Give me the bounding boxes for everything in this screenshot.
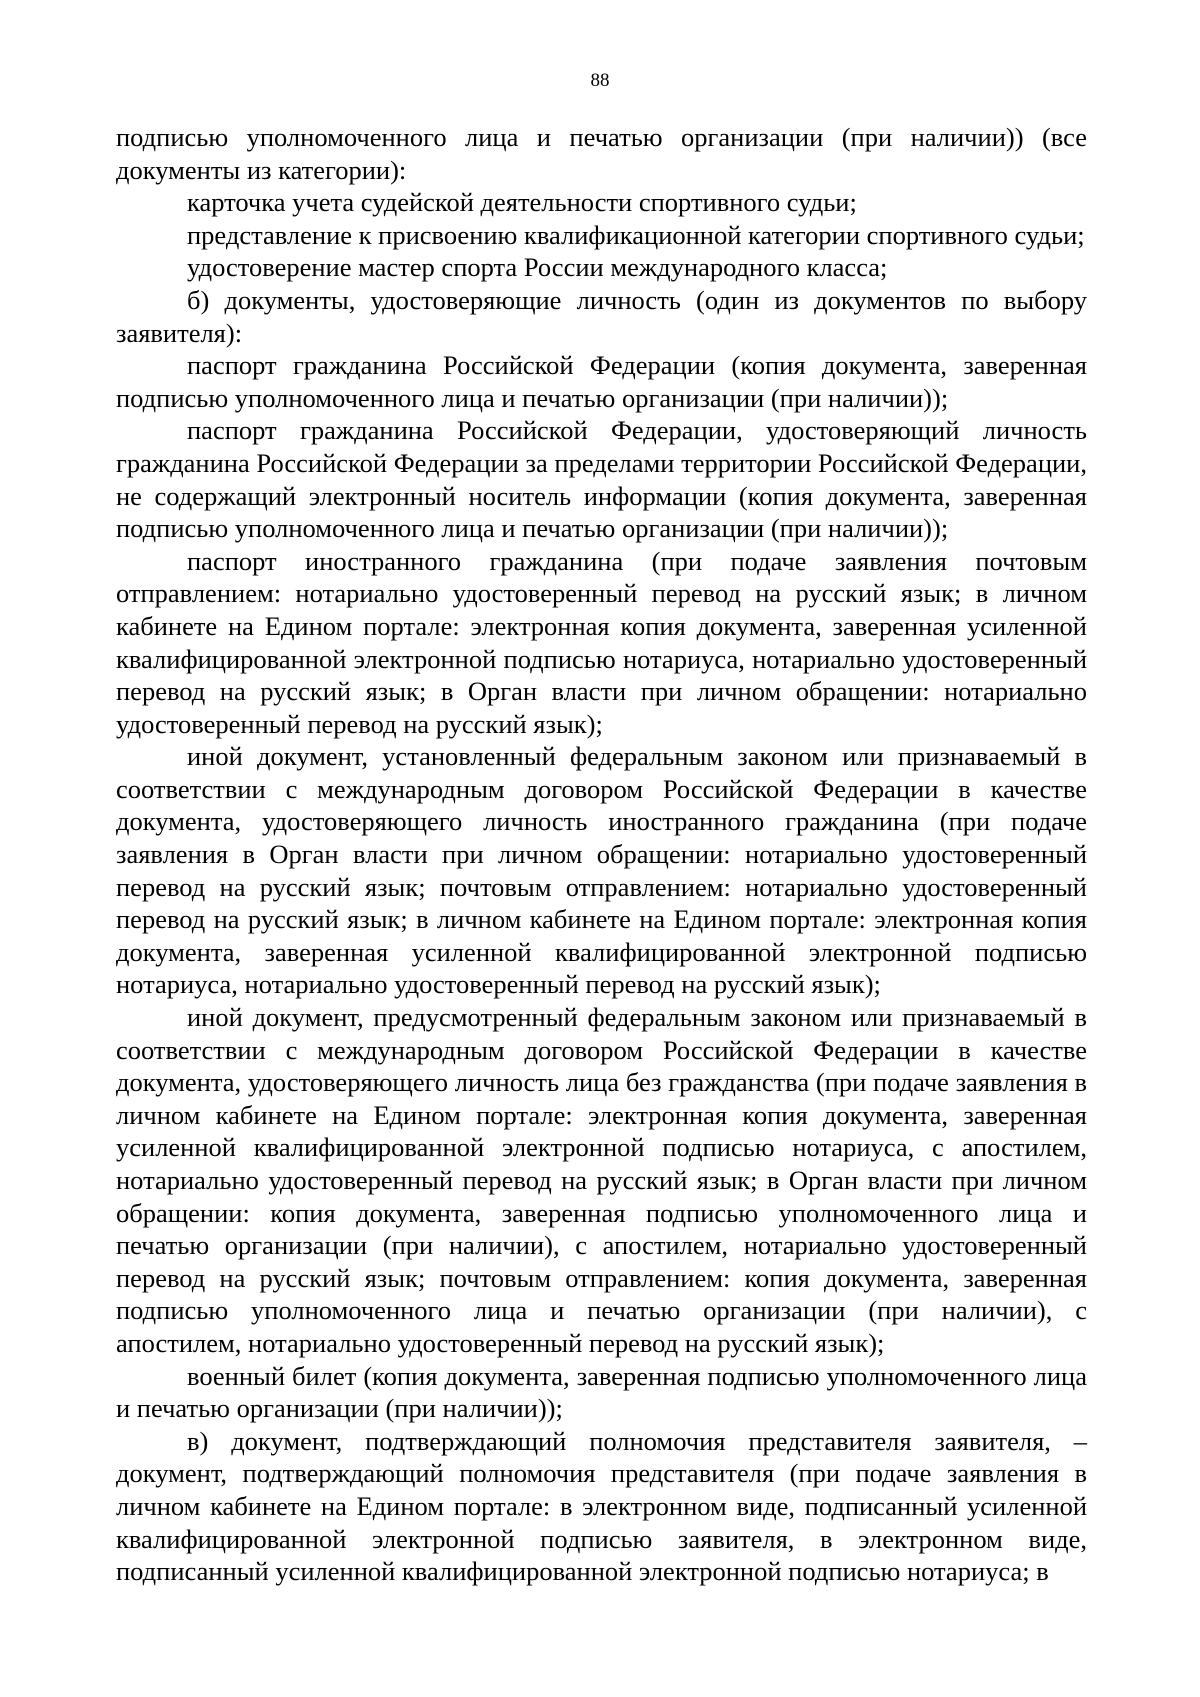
paragraph-12: в) документ, подтверждающий полномочия представителя заявителя, – документ, подтверждающий полномочия представителя (при подаче заявления в личном кабинете на Едином портале: в электронном виде, подписанный усиленной квалифицированной электронной подписью заявителя, в электронном виде, подписанный усиленной квалифицированной электронной подписью нотариуса; в bbox=[116, 1425, 1087, 1587]
paragraph-3: представление к присвоению квалификационной категории спортивного судьи; bbox=[187, 219, 1085, 250]
paragraph-11: военный билет (копия документа, заверенная подписью уполномоченного лица и печатью организации (при наличии)); bbox=[116, 1360, 1087, 1424]
paragraph-2: карточка учета судейской деятельности спортивного судьи; bbox=[187, 187, 857, 218]
paragraph-8: паспорт иностранного гражданина (при подаче заявления почтовым отправлением: нотариально удостоверенный перевод на русский язык; в личном кабинете на Едином портале: электронная копия документа, заверенная усиленной квалифицированной электронной подписью нотариуса, нотариально удостоверенный перевод на русский язык; в Орган власти при личном обращении: нотариально удостоверенный перевод на русский язык); bbox=[116, 545, 1087, 739]
paragraph-5: б) документы, удостоверяющие личность (один из документов по выбору заявителя): bbox=[116, 284, 1087, 348]
paragraph-1: подписью уполномоченного лица и печатью организации (при наличии)) (все документы из категории): bbox=[116, 122, 1087, 185]
paragraph-7: паспорт гражданина Российской Федерации, удостоверяющий личность гражданина Российской Федерации за пределами территории Российской Федерации, не содержащий электронный носитель информации (копия документа, заверенная подписью уполномоченного лица и печатью организации (при наличии)); bbox=[116, 415, 1087, 544]
paragraph-6: паспорт гражданина Российской Федерации (копия документа, заверенная подписью уполномоченного лица и печатью организации (при наличии)); bbox=[116, 350, 1087, 413]
document-body bbox=[116, 121, 1087, 1588]
page-number: 88 bbox=[590, 70, 610, 91]
paragraph-9: иной документ, установленный федеральным законом или признаваемый в соответствии с международным договором Российской Федерации в качестве документа, удостоверяющего личность иностранного гражданина (при подаче заявления в Орган власти при личном обращении: нотариально удостоверенный перевод на русский язык; почтовым отправлением: нотариально удостоверенный перевод на русский язык; в личном кабинете на Едином портале: электронная копия документа, заверенная усиленной квалифицированной электронной подписью нотариуса, нотариально удостоверенный перевод на русский язык); bbox=[116, 741, 1087, 1000]
paragraph-10: иной документ, предусмотренный федеральным законом или признаваемый в соответствии с международным договором Российской Федерации в качестве документа, удостоверяющего личность лица без гражданства (при подаче заявления в личном кабинете на Едином портале: электронная копия документа, заверенная усиленной квалифицированной электронной подписью нотариуса, с апостилем, нотариально удостоверенный перевод на русский язык; в Орган власти при личном обращении: копия документа, заверенная подписью уполномоченного лица и печатью организации (при наличии), с апостилем, нотариально удостоверенный перевод на русский язык; почтовым отправлением: копия документа, заверенная подписью уполномоченного лица и печатью организации (при наличии), с апостилем, нотариально удостоверенный перевод на русский язык); bbox=[116, 1002, 1087, 1358]
paragraph-4: удостоверение мастер спорта России международного класса; bbox=[187, 252, 888, 283]
